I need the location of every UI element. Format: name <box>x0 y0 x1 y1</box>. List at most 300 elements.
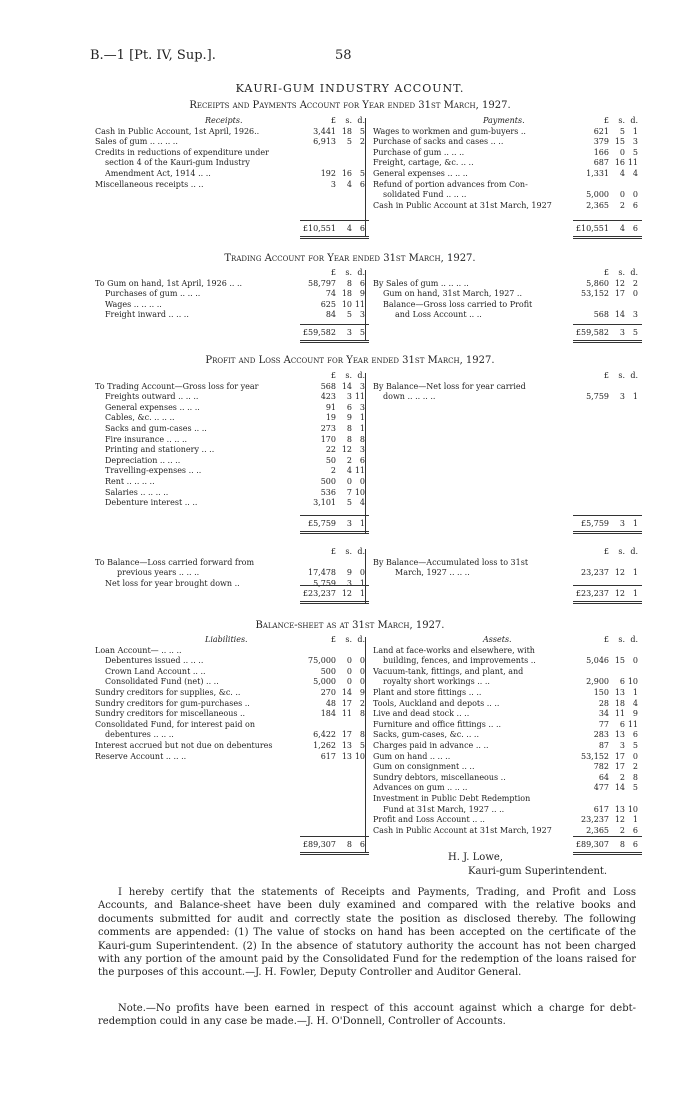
bs-right-amount-pounds: 2,365 <box>586 825 609 835</box>
rp-left-total-double-rule <box>300 236 369 239</box>
pl2-right-amount-shillings: 12 <box>614 568 625 578</box>
rp-left-currency-pence: d. <box>357 116 365 125</box>
rp-right-amount-pence: 11 <box>627 158 638 168</box>
pl2-right-amount-pounds: 23,237 <box>581 568 609 578</box>
bs-left-row <box>95 646 375 657</box>
pl2-right-total-amount-pence: 1 <box>632 589 638 598</box>
pl-right-total <box>373 519 653 530</box>
bs-right-amount-shillings: 6 <box>619 677 625 687</box>
bs-left-total-amount-pence: 6 <box>359 840 365 849</box>
rp-right-total-row <box>373 224 653 235</box>
pl-left-row <box>95 435 375 446</box>
bs-left-total-amount-pounds: £89,307 <box>302 840 336 849</box>
pl2-left-total-amount-shillings: 12 <box>341 589 352 598</box>
bs-left-amount-pence: 0 <box>359 656 365 666</box>
rp-right-amount-pounds: 5,000 <box>586 190 609 200</box>
bs-left-row <box>95 699 375 710</box>
bs-right-amount-pounds: 77 <box>598 719 609 729</box>
rp-right-total-amount-pence: 6 <box>632 224 638 233</box>
pl2-right-currency-pence: d. <box>630 547 638 556</box>
rp-left-currency-shillings: s. <box>345 116 352 125</box>
bs-right-row <box>373 794 653 805</box>
tr-left-row <box>95 289 375 300</box>
pl2-right-total-amount-shillings: 12 <box>614 589 625 598</box>
pl2-right-total-row <box>373 589 653 600</box>
rp-left-amount-shillings: 5 <box>346 137 352 147</box>
bs-right-amount-pounds: 28 <box>598 698 609 708</box>
bs-right-amount-pounds: 87 <box>598 740 609 750</box>
signature-name: H. J. Lowe, <box>448 852 503 863</box>
pl-right-total-amount-pence: 1 <box>632 519 638 528</box>
pl-left-amount-pounds: 423 <box>320 392 336 402</box>
tr-right-row <box>373 289 653 300</box>
bs-right-amount-shillings: 6 <box>619 719 625 729</box>
pl-left-row <box>95 466 375 477</box>
bs-left-amount-pence: 5 <box>359 740 365 750</box>
pl-left-currency-pence: d. <box>357 371 365 380</box>
bs-right-label: Investment in Public Debt Redemption <box>373 793 531 803</box>
pl2-right-total-amount-pounds: £23,237 <box>575 589 609 598</box>
audit-certificate: I hereby certify that the statements of Receipts and Payments, Trading, and Profit and Loss Accounts, and Balance-sheet have been duly examined and compared with the relative books and documents submitted for audit and correctly state the position as disclosed thereby. The following comments are appended: (1) The value of stocks on hand has been accepted on the certificate of the Kauri-gum Superintendent. (2) In the absence of statutory authority the account has not been charged with any portion of the amount paid by the Consolidated Fund for the redemption of the loans raised for the purposes of this account.—J. H. Fowler, Deputy Controller and Auditor General. <box>98 887 636 979</box>
pl-left-amount-shillings: 7 <box>346 487 352 497</box>
tr-left-row <box>95 279 375 290</box>
rp-left-amount-pence: 5 <box>359 126 365 136</box>
bs-left-amount-pence: 9 <box>359 687 365 697</box>
pl-left-total <box>95 519 375 530</box>
tr-right-total-amount-pence: 5 <box>632 328 638 337</box>
bs-left-amount-pounds: 270 <box>320 687 336 697</box>
pl-right-amount-pounds: 5,759 <box>586 392 609 402</box>
bs-left-heading: Liabilities. <box>205 635 248 644</box>
pl2-left-total <box>95 589 375 600</box>
tr-left-total-row <box>95 328 375 339</box>
pl2-divider <box>365 549 366 603</box>
bs-divider <box>365 637 366 853</box>
bs-right-amount-pence: 6 <box>632 730 638 740</box>
trading-title: Trading Account for Year ended 31st March, 1927. <box>224 253 476 264</box>
bs-left-row <box>95 720 375 731</box>
rp-right-amount-pence: 0 <box>632 190 638 200</box>
pl-left-label: Travelling-expenses .. .. <box>105 466 202 476</box>
bs-right-total-amount-pounds: £89,307 <box>575 840 609 849</box>
bs-right-currency-pence: d. <box>630 635 638 644</box>
tr-left-amount-pounds: 625 <box>320 299 336 309</box>
rp-right-amount-shillings: 2 <box>619 200 625 210</box>
bs-left-amount-pence: 8 <box>359 730 365 740</box>
rp-left-row <box>95 158 375 169</box>
pl-left-amount-shillings: 9 <box>346 413 352 423</box>
bs-right-heading-row <box>373 635 653 646</box>
pl-left-amount-pounds: 568 <box>320 381 336 391</box>
bs-right-row <box>373 773 653 784</box>
rp-right-currency-pounds: £ <box>603 116 609 125</box>
rp-left-label: Miscellaneous receipts .. .. <box>95 179 204 189</box>
pl2-right-total-rule <box>573 585 642 586</box>
rp-right-row <box>373 137 653 148</box>
bs-left-total-double-rule <box>300 852 369 855</box>
pl2-left-currency-pence: d. <box>357 547 365 556</box>
bs-right-total-amount-shillings: 8 <box>619 840 625 849</box>
pl-left-row <box>95 392 375 403</box>
tr-right-amount-shillings: 14 <box>614 310 625 320</box>
bs-right-label: Furniture and office fittings .. .. <box>373 719 502 729</box>
rp-right-total-rule <box>573 220 642 221</box>
rp-right-heading: Payments. <box>483 116 525 125</box>
tr-right-total-row <box>373 328 653 339</box>
bs-right-amount-pounds: 34 <box>598 709 609 719</box>
rp-right-heading-row <box>373 116 653 127</box>
bs-right-amount-pounds: 150 <box>593 687 609 697</box>
rp-left-row <box>95 127 375 138</box>
pl-left-amount-pounds: 91 <box>325 402 336 412</box>
bs-right-label: Advances on gum .. .. .. <box>373 783 468 793</box>
rp-right-label: Cash in Public Account at 31st March, 1927 <box>373 200 552 210</box>
pl-left-amount-pence: 11 <box>354 392 365 402</box>
page-title: KAURI-GUM INDUSTRY ACCOUNT. <box>235 82 465 95</box>
bs-left-column <box>95 635 375 762</box>
rp-right-label: Refund of portion advances from Con- <box>373 179 528 189</box>
rp-right-amount-pounds: 379 <box>593 137 609 147</box>
rp-left-amount-pence: 6 <box>359 179 365 189</box>
rp-left-row <box>95 148 375 159</box>
pl-left-heading-row <box>95 371 375 382</box>
pl2-right-row <box>373 558 653 569</box>
pl-left-label: Freights outward .. .. .. <box>105 392 199 402</box>
bs-left-amount-shillings: 13 <box>341 751 352 761</box>
tr-right-row <box>373 279 653 290</box>
bs-right-row <box>373 762 653 773</box>
rp-left-label: Sales of gum .. .. .. .. <box>95 137 178 147</box>
bs-right-row <box>373 720 653 731</box>
pl2-left-currency-pounds: £ <box>330 547 336 556</box>
rp-right-amount-pence: 4 <box>632 168 638 178</box>
rp-right-amount-shillings: 4 <box>619 168 625 178</box>
pl-left-amount-pence: 8 <box>359 434 365 444</box>
bs-right-amount-shillings: 17 <box>614 751 625 761</box>
balance-sheet-title: Balance-sheet as at 31st March, 1927. <box>255 620 445 631</box>
bs-right-label: royalty short workings .. .. <box>383 677 490 687</box>
pl2-right-total-double-rule <box>573 601 642 604</box>
profit-loss-title: Profit and Loss Account for Year ended 31st March, 1927. <box>205 355 495 366</box>
pl-left-column <box>95 371 375 509</box>
tr-left-total <box>95 328 375 339</box>
bs-left-label: Sundry creditors for gum-purchases .. <box>95 698 250 708</box>
tr-right-column <box>373 268 653 321</box>
signature-title: Kauri-gum Superintendent. <box>468 866 608 877</box>
bs-right-total-row <box>373 840 653 851</box>
bs-right-row <box>373 699 653 710</box>
rp-left-amount-pounds: 6,913 <box>313 137 336 147</box>
rp-left-amount-pounds: 3,441 <box>313 126 336 136</box>
bs-left-amount-pounds: 500 <box>320 666 336 676</box>
rp-left-total <box>95 224 375 235</box>
tr-right-label: and Loss Account .. .. <box>395 310 482 320</box>
bs-left-label: Loan Account— .. .. .. <box>95 645 182 655</box>
rp-right-amount-pounds: 1,331 <box>586 168 609 178</box>
rp-right-currency-shillings: s. <box>618 116 625 125</box>
bs-right-label: Plant and store fittings .. .. <box>373 687 482 697</box>
tr-right-row <box>373 300 653 311</box>
rp-right-total-double-rule <box>573 236 642 239</box>
bs-right-row <box>373 783 653 794</box>
bs-right-amount-pence: 10 <box>627 677 638 687</box>
bs-left-amount-pounds: 6,422 <box>313 730 336 740</box>
bs-right-amount-pence: 11 <box>627 719 638 729</box>
bs-right-row <box>373 752 653 763</box>
pl-left-amount-pence: 0 <box>359 476 365 486</box>
bs-left-label: Reserve Account .. .. .. <box>95 751 187 761</box>
pl-left-amount-shillings: 5 <box>346 498 352 508</box>
pl2-left-currency-shillings: s. <box>345 547 352 556</box>
pl-right-amount-pence: 1 <box>632 392 638 402</box>
bs-left-amount-shillings: 11 <box>341 709 352 719</box>
pl-left-amount-shillings: 3 <box>346 392 352 402</box>
pl-left-amount-pence: 4 <box>359 498 365 508</box>
pl-left-amount-pence: 1 <box>359 413 365 423</box>
tr-left-amount-pounds: 74 <box>325 289 336 299</box>
pl-left-label: Fire insurance .. .. .. <box>105 434 188 444</box>
bs-right-heading: Assets. <box>483 635 512 644</box>
pl-left-row <box>95 424 375 435</box>
rp-right-currency-pence: d. <box>630 116 638 125</box>
pl-left-amount-pounds: 22 <box>325 445 336 455</box>
bs-right-amount-pence: 6 <box>632 825 638 835</box>
bs-left-label: Crown Land Account .. .. <box>105 666 206 676</box>
pl-left-amount-pounds: 19 <box>325 413 336 423</box>
tr-left-total-amount-pence: 5 <box>359 328 365 337</box>
tr-left-column <box>95 268 375 321</box>
pl2-left-row <box>95 558 375 569</box>
bs-right-amount-shillings: 2 <box>619 825 625 835</box>
pl2-left-label: previous years .. .. .. <box>117 568 200 578</box>
bs-left-amount-pounds: 617 <box>320 751 336 761</box>
tr-left-row <box>95 310 375 321</box>
pl2-left-total-double-rule <box>300 601 369 604</box>
pl-right-heading-row <box>373 371 653 382</box>
bs-right-label: Live and dead stock .. .. <box>373 709 470 719</box>
rp-left-amount-pence: 5 <box>359 168 365 178</box>
bs-right-currency-pounds: £ <box>603 635 609 644</box>
pl-left-label: Sacks and gum-cases .. .. <box>105 423 207 433</box>
bs-left-amount-shillings: 17 <box>341 698 352 708</box>
bs-right-row <box>373 667 653 678</box>
rp-divider <box>365 118 366 236</box>
bs-left-amount-pounds: 75,000 <box>308 656 336 666</box>
tr-right-amount-pounds: 53,152 <box>581 289 609 299</box>
pl-right-total-rule <box>573 515 642 516</box>
pl2-right-label: March, 1927 .. .. .. <box>395 568 470 578</box>
pl2-left-amount-shillings: 3 <box>346 578 352 588</box>
bs-right-amount-pence: 5 <box>632 740 638 750</box>
tr-left-amount-pence: 11 <box>354 299 365 309</box>
pl2-left-total-row <box>95 589 375 600</box>
pl-left-amount-shillings: 6 <box>346 402 352 412</box>
tr-left-amount-shillings: 5 <box>346 310 352 320</box>
pl-left-currency-pounds: £ <box>330 371 336 380</box>
rp-right-amount-shillings: 0 <box>619 147 625 157</box>
tr-left-total-rule <box>300 324 369 325</box>
pl-left-amount-pounds: 273 <box>320 423 336 433</box>
bs-right-label: Tools, Auckland and depots .. .. <box>373 698 500 708</box>
tr-left-amount-shillings: 10 <box>341 299 352 309</box>
bs-left-row <box>95 741 375 752</box>
tr-right-label: Balance—Gross loss carried to Profit <box>383 299 533 309</box>
bs-right-label: Gum on hand .. .. .. <box>373 751 451 761</box>
pl-left-row <box>95 488 375 499</box>
bs-right-amount-pence: 1 <box>632 815 638 825</box>
rp-left-label: Credits in reductions of expenditure under <box>95 147 269 157</box>
bs-left-amount-shillings: 0 <box>346 656 352 666</box>
bs-right-row <box>373 805 653 816</box>
bs-left-total-amount-shillings: 8 <box>346 840 352 849</box>
rp-right-amount-shillings: 0 <box>619 190 625 200</box>
pl2-left-label: To Balance—Loss carried forward from <box>95 557 255 567</box>
pl-left-label: To Trading Account—Gross loss for year <box>95 381 259 391</box>
rp-left-label: Amendment Act, 1914 .. .. <box>105 168 211 178</box>
bs-left-row <box>95 677 375 688</box>
accounts-note: Note.—No profits have been earned in respect of this account against which a charge for debt-redemption could in any case be made.—J. H. O'Donnell, Controller of Accounts. <box>98 1003 636 1028</box>
tr-right-row <box>373 310 653 321</box>
bs-right-row <box>373 826 653 837</box>
rp-right-label: Freight, cartage, &c. .. .. <box>373 158 474 168</box>
rp-right-amount-shillings: 5 <box>619 126 625 136</box>
rp-right-label: solidated Fund .. .. .. <box>383 190 467 200</box>
bs-right-amount-shillings: 2 <box>619 772 625 782</box>
rp-right-amount-pounds: 166 <box>593 147 609 157</box>
bs-right-total-amount-pence: 6 <box>632 840 638 849</box>
rp-right-label: General expenses .. .. .. <box>373 168 468 178</box>
bs-right-amount-pounds: 782 <box>593 762 609 772</box>
tr-right-total <box>373 328 653 339</box>
pl-left-row <box>95 477 375 488</box>
pl-left-currency-shillings: s. <box>345 371 352 380</box>
bs-left-row <box>95 709 375 720</box>
bs-right-amount-pence: 0 <box>632 656 638 666</box>
bs-left-amount-pounds: 5,000 <box>313 677 336 687</box>
pl2-right-row <box>373 568 653 579</box>
pl-left-total-amount-pence: 1 <box>359 519 365 528</box>
pl-left-amount-pence: 11 <box>354 466 365 476</box>
pl-left-amount-pence: 6 <box>359 455 365 465</box>
bs-left-row <box>95 730 375 741</box>
pl-left-row <box>95 403 375 414</box>
bs-right-amount-pounds: 23,237 <box>581 815 609 825</box>
bs-right-amount-pounds: 477 <box>593 783 609 793</box>
pl-right-column <box>373 371 653 403</box>
tr-left-currency-pence: d. <box>357 268 365 277</box>
tr-left-total-double-rule <box>300 340 369 343</box>
pl-left-total-amount-pounds: £5,759 <box>308 519 336 528</box>
bs-left-amount-pence: 0 <box>359 666 365 676</box>
pl-right-currency-pounds: £ <box>603 371 609 380</box>
tr-left-total-amount-shillings: 3 <box>346 328 352 337</box>
bs-right-amount-shillings: 17 <box>614 762 625 772</box>
rp-left-label: Cash in Public Account, 1st April, 1926.. <box>95 126 260 136</box>
tr-left-row <box>95 300 375 311</box>
rp-left-total-amount-pounds: £10,551 <box>302 224 336 233</box>
bs-left-amount-pounds: 184 <box>320 709 336 719</box>
tr-right-heading-row <box>373 268 653 279</box>
bs-right-label: Cash in Public Account at 31st March, 1927 <box>373 825 552 835</box>
tr-right-amount-pounds: 568 <box>593 310 609 320</box>
pl2-right-currency-pounds: £ <box>603 547 609 556</box>
rp-right-amount-shillings: 16 <box>614 158 625 168</box>
pl2-right-currency-shillings: s. <box>618 547 625 556</box>
tr-divider <box>365 270 366 340</box>
pl-left-amount-shillings: 0 <box>346 476 352 486</box>
bs-left-label: Debentures issued .. .. .. <box>105 656 204 666</box>
rp-left-total-rule <box>300 220 369 221</box>
bs-left-amount-pence: 2 <box>359 698 365 708</box>
pl-right-total-double-rule <box>573 531 642 534</box>
bs-right-amount-pounds: 2,900 <box>586 677 609 687</box>
bs-left-heading-row <box>95 635 375 646</box>
bs-right-amount-pence: 8 <box>632 772 638 782</box>
bs-right-amount-pounds: 53,152 <box>581 751 609 761</box>
bs-right-amount-pence: 5 <box>632 783 638 793</box>
rp-right-row <box>373 127 653 138</box>
rp-right-row <box>373 190 653 201</box>
bs-right-amount-pence: 1 <box>632 687 638 697</box>
pl-right-amount-shillings: 3 <box>619 392 625 402</box>
bs-right-amount-shillings: 14 <box>614 783 625 793</box>
pl-left-amount-shillings: 14 <box>341 381 352 391</box>
bs-right-amount-shillings: 13 <box>614 730 625 740</box>
pl-left-total-row <box>95 519 375 530</box>
pl-right-total-amount-shillings: 3 <box>619 519 625 528</box>
bs-left-total-rule <box>300 836 369 837</box>
pl-left-row <box>95 413 375 424</box>
tr-right-total-amount-shillings: 3 <box>619 328 625 337</box>
pl2-right-label: By Balance—Accumulated loss to 31st <box>373 557 529 567</box>
pl-right-total-row <box>373 519 653 530</box>
rp-left-heading: Receipts. <box>205 116 243 125</box>
bs-left-amount-pence: 10 <box>354 751 365 761</box>
bs-left-amount-shillings: 13 <box>341 740 352 750</box>
bs-right-amount-pounds: 64 <box>598 772 609 782</box>
rp-left-row <box>95 137 375 148</box>
pl-left-amount-shillings: 8 <box>346 423 352 433</box>
bs-right-label: Gum on consignment .. .. <box>373 762 475 772</box>
pl-left-label: Debenture interest .. .. <box>105 498 198 508</box>
tr-left-currency-pounds: £ <box>330 268 336 277</box>
pl-left-label: Rent .. .. .. .. <box>105 476 155 486</box>
bs-right-label: building, fences, and improvements .. <box>383 656 536 666</box>
rp-right-amount-pence: 6 <box>632 200 638 210</box>
rp-right-amount-pounds: 2,365 <box>586 200 609 210</box>
pl-left-amount-pounds: 170 <box>320 434 336 444</box>
tr-right-amount-pence: 3 <box>632 310 638 320</box>
bs-left-row <box>95 667 375 678</box>
bs-left-label: Sundry creditors for supplies, &c. .. <box>95 687 241 697</box>
bs-right-amount-pounds: 5,046 <box>586 656 609 666</box>
rp-right-row <box>373 180 653 191</box>
bs-right-column <box>373 635 653 836</box>
bs-left-amount-shillings: 14 <box>341 687 352 697</box>
rp-right-column <box>373 116 653 211</box>
rp-right-amount-shillings: 15 <box>614 137 625 147</box>
pl2-left-amount-pence: 0 <box>359 568 365 578</box>
pl-left-amount-pounds: 536 <box>320 487 336 497</box>
bs-left-amount-pence: 0 <box>359 677 365 687</box>
bs-left-label: Sundry creditors for miscellaneous .. <box>95 709 246 719</box>
tr-right-total-double-rule <box>573 340 642 343</box>
rp-right-row <box>373 148 653 159</box>
rp-right-row <box>373 158 653 169</box>
tr-right-total-rule <box>573 324 642 325</box>
pl2-right-total <box>373 589 653 600</box>
pl-divider <box>365 373 366 533</box>
